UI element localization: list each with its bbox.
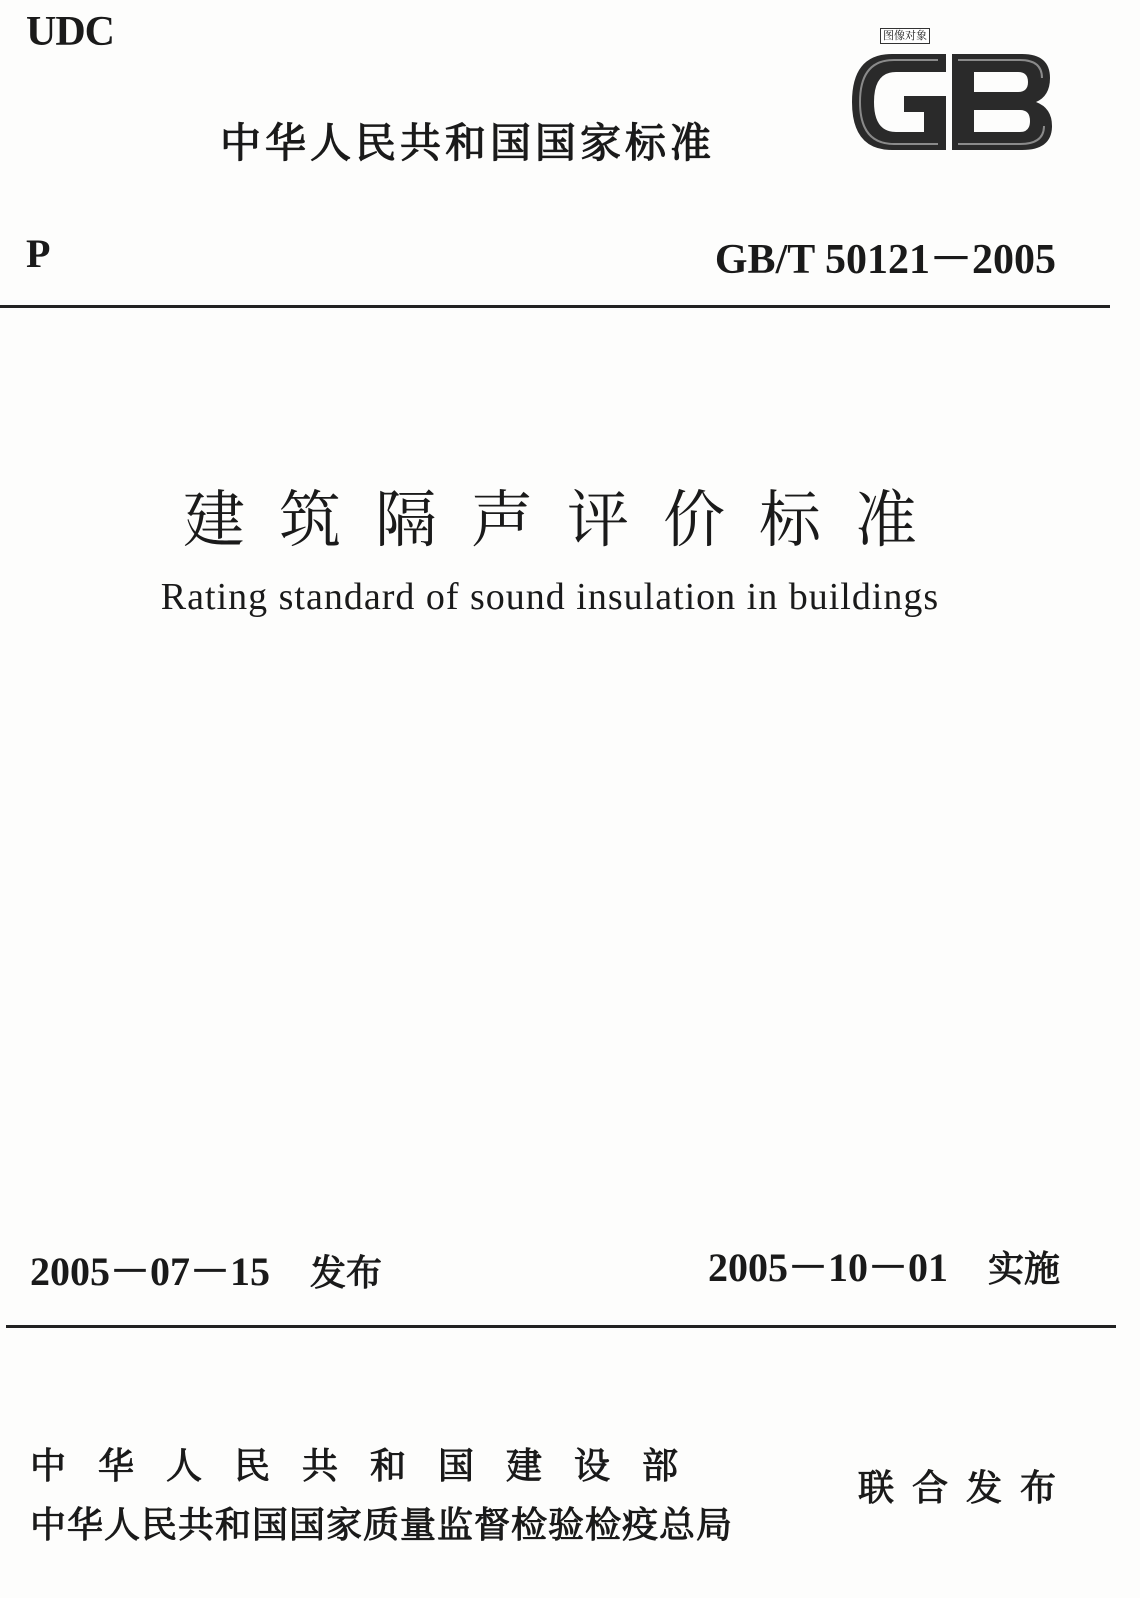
- logo-caption: 图像对象: [880, 28, 930, 44]
- issue-date: 2005－07－15: [30, 1249, 270, 1294]
- joint-publish-label: 联合发布: [858, 1468, 1075, 1509]
- bottom-divider: [6, 1325, 1116, 1328]
- top-divider: [0, 305, 1110, 308]
- standard-number: GB/T 50121－2005: [714, 237, 1056, 283]
- implement-label: 实施: [987, 1249, 1060, 1290]
- gb-logo-icon: [846, 46, 1058, 158]
- publisher-ministry: 中华人民共和国建设部: [30, 1446, 711, 1487]
- issue-date-block: [30, 1240, 382, 1297]
- title-english: Rating standard of sound insulation in buildings: [160, 576, 940, 618]
- national-standard-heading: 中华人民共和国国家标准: [220, 119, 715, 167]
- publisher-aqsiq: 中华人民共和国国家质量监督检验检疫总局: [30, 1505, 734, 1546]
- udc-label: UDC: [26, 9, 114, 55]
- gb-logo: [846, 28, 1058, 160]
- title-chinese: 建筑隔声评价标准: [182, 483, 951, 556]
- issue-label: 发布: [310, 1253, 383, 1294]
- implement-date-block: [708, 1236, 1060, 1293]
- implement-date: 2005－10－01: [707, 1245, 948, 1290]
- classification-code: P: [26, 231, 51, 276]
